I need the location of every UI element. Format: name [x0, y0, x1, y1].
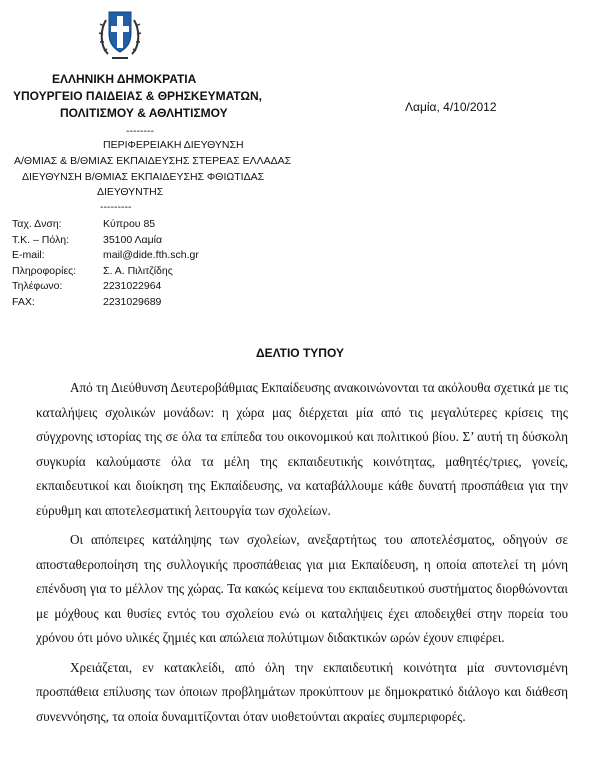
- contact-label: Πληροφορίες:: [12, 264, 77, 277]
- greek-coat-of-arms-icon: [98, 6, 142, 68]
- contact-value: 35100 Λαμία: [103, 233, 163, 246]
- contact-value: Κύπρου 85: [103, 218, 156, 230]
- contact-label: Τ.Κ. – Πόλη:: [12, 233, 70, 246]
- header-separator: --------: [126, 125, 154, 137]
- header-separator-2: ---------: [100, 201, 132, 213]
- ministry-heading-line2: ΠΟΛΙΤΙΣΜΟΥ & ΑΘΛΗΤΙΣΜΟΥ: [60, 106, 228, 120]
- director-title: ΔΙΕΥΘΥΝΤΗΣ: [97, 186, 164, 198]
- contact-label: Τηλέφωνο:: [12, 280, 63, 292]
- contact-email: mail@dide.fth.sch.gr: [103, 249, 199, 261]
- document-date: Λαμία, 4/10/2012: [405, 100, 497, 114]
- contact-label: E-mail:: [12, 249, 45, 261]
- regional-directorate-line2: Α/ΘΜΙΑΣ & Β/ΘΜΙΑΣ ΕΚΠΑΙΔΕΥΣΗΣ ΣΤΕΡΕΑΣ ΕΛΛΑΔΑΣ: [14, 155, 292, 167]
- press-release-body: [36, 376, 568, 729]
- regional-directorate: ΠΕΡΙΦΕΡΕΙΑΚΗ ΔΙΕΥΘΥΝΣΗ: [103, 139, 244, 151]
- contact-label: Ταχ. Δνση:: [12, 218, 62, 230]
- ministry-heading: ΥΠΟΥΡΓΕΙΟ ΠΑΙΔΕΙΑΣ & ΘΡΗΣΚΕΥΜΑΤΩΝ,: [13, 89, 263, 103]
- body-paragraph: Από τη Διεύθυνση Δευτεροβάθμιας Εκπαίδευσης ανακοινώνονται τα ακόλουθα σχετικά με τις καταλήψεις σχολικών μονάδων: η χώρα μας διέρχεται μία από τις μεγαλύτερες κρίσεις της σύγχρονης ιστορίας της σε όλα τα επίπεδα του οικονομικού και πολιτικού βίου. Σ’ αυτή τη δύσκολη συγκυρία καλούμαστε όλα τα μέλη της εκπαιδευτικής κοινότητας, μαθητές/τριες, γονείς, εκπαιδευτικοί και διοίκηση της Εκπαίδευσης, να καταβάλλουμε κάθε δυνατή προσπάθεια για την εύρυθμη και αποτελεσματική λειτουργία των σχολείων.: [36, 380, 568, 518]
- directorate-name: ΔΙΕΥΘΥΝΣΗ Β/ΘΜΙΑΣ ΕΚΠΑΙΔΕΥΣΗΣ ΦΘΙΩΤΙΔΑΣ: [22, 171, 265, 183]
- body-paragraph: Χρειάζεται, εν κατακλείδι, από όλη την εκπαιδευτική κοινότητα μία συντονισμένη προσπάθεια επίλυσης των όποιων προβλημάτων προκύπτουν με δημοκρατικό διάλογο και διάθεση συνεννόησης, τα οποία δυναμιτίζονται όταν υιοθετούνται ακραίες συμπεριφορές.: [36, 659, 568, 724]
- contact-value: Σ. Α. Πιλιτζίδης: [103, 264, 173, 277]
- press-release-title: ΔΕΛΤΙΟ ΤΥΠΟΥ: [256, 346, 344, 360]
- republic-heading: ΕΛΛΗΝΙΚΗ ΔΗΜΟΚΡΑΤΙΑ: [52, 72, 197, 86]
- body-paragraph: Οι απόπειρες κατάληψης των σχολείων, ανεξαρτήτως του αποτελέσματος, οδηγούν σε αποσταθεροποίηση της συλλογικής προσπάθειας για μια Εκπαίδευση, η οποία αποτελεί τη μόνη επένδυση για το μέλλον της χώρας. Τα κακώς κείμενα του εκπαιδευτικού συστήματος διορθώνονται με μόχθους και θυσίες εντός του σχολείου ενώ οι καταλήψεις έχει αποδειχθεί στην πορεία του χρόνου ότι μόνο υλικές ζημιές και απώλεια πολύτιμων διδακτικών ωρών έχουν επιφέρει.: [36, 532, 568, 645]
- contact-phone: 2231022964: [103, 280, 162, 292]
- contact-fax: 2231029689: [103, 295, 162, 308]
- contact-label: FAX:: [12, 295, 35, 308]
